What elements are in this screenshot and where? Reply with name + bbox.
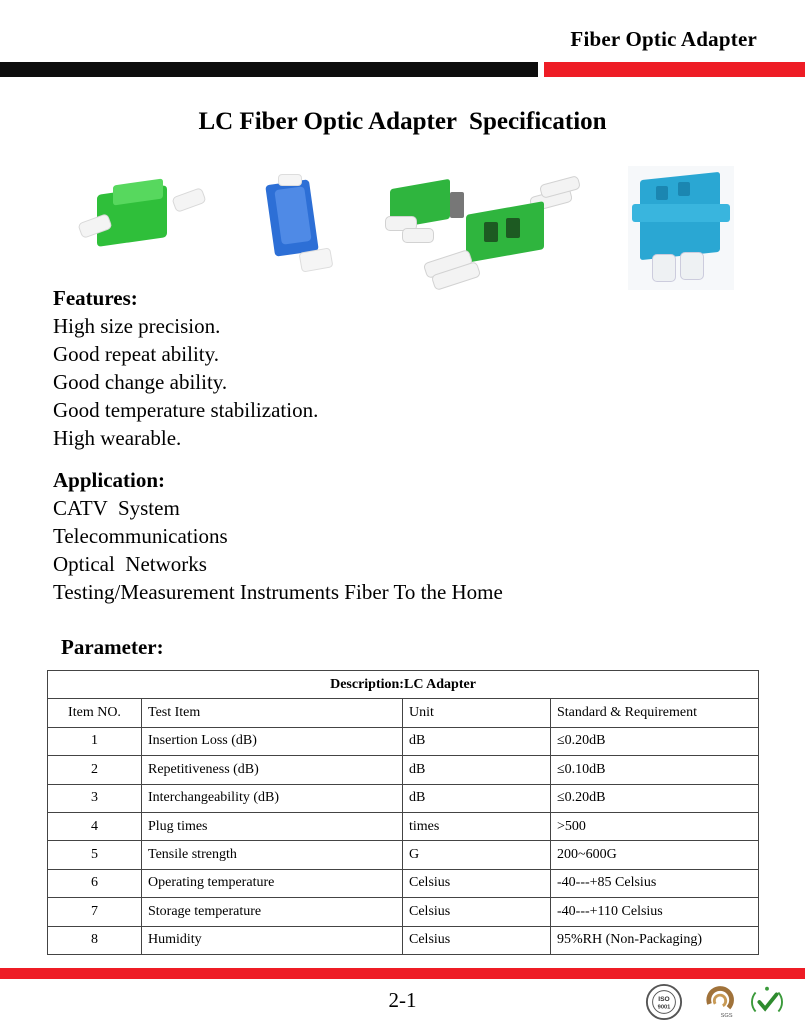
- document-title: LC Fiber Optic Adapter Specification: [198, 108, 607, 135]
- table-cell: times: [403, 812, 551, 840]
- header-title: Fiber Optic Adapter: [570, 27, 757, 51]
- table-cell: Storage temperature: [142, 898, 403, 926]
- table-cell: Celsius: [403, 898, 551, 926]
- table-cell: Insertion Loss (dB): [142, 727, 403, 755]
- description-value: LC Adapter: [403, 676, 476, 692]
- table-cell: ≤0.20dB: [551, 784, 759, 812]
- table-cell: Humidity: [142, 926, 403, 954]
- table-cell: 7: [48, 898, 142, 926]
- feature-item: High wearable.: [53, 426, 182, 450]
- table-cell: Tensile strength: [142, 841, 403, 869]
- svg-text:SGS: SGS: [720, 1013, 733, 1020]
- table-cell: G: [403, 841, 551, 869]
- parameter-table: [47, 670, 759, 955]
- table-header-row: [48, 699, 759, 727]
- application-item: Optical Networks: [53, 552, 207, 576]
- application-item: CATV System: [53, 496, 180, 520]
- column-header: Unit: [403, 699, 551, 727]
- table-cell: dB: [403, 756, 551, 784]
- table-row: [48, 727, 759, 755]
- footer-bar-red: [0, 968, 805, 979]
- table-cell: 3: [48, 784, 142, 812]
- column-header: Standard & Requirement: [551, 699, 759, 727]
- header-bar-black: [0, 62, 538, 77]
- table-cell: ≤0.10dB: [551, 756, 759, 784]
- features-heading: Features:: [53, 286, 138, 310]
- feature-item: High size precision.: [53, 314, 221, 338]
- header-bar-red: [544, 62, 805, 77]
- certificate-check-logo-icon: [748, 983, 786, 1021]
- table-cell: 4: [48, 812, 142, 840]
- table-description-row: [48, 671, 759, 699]
- table-cell: Plug times: [142, 812, 403, 840]
- table-cell: 8: [48, 926, 142, 954]
- application-item: Testing/Measurement Instruments Fiber To the Home: [53, 580, 503, 604]
- table-cell: Interchangeability (dB): [142, 784, 403, 812]
- table-cell: 1: [48, 727, 142, 755]
- table-row: [48, 756, 759, 784]
- table-cell: -40---+85 Celsius: [551, 869, 759, 897]
- product-photo-blue-simplex: [256, 170, 341, 278]
- features-section: [53, 284, 318, 452]
- svg-text:9001: 9001: [657, 1004, 671, 1011]
- table-cell: 6: [48, 869, 142, 897]
- table-cell: Operating temperature: [142, 869, 403, 897]
- table-cell: dB: [403, 784, 551, 812]
- feature-item: Good change ability.: [53, 370, 228, 394]
- description-label: Description:: [330, 676, 404, 692]
- table-cell: >500: [551, 812, 759, 840]
- table-cell: 200~600G: [551, 841, 759, 869]
- page-number: 2-1: [388, 988, 417, 1012]
- table-row: [48, 841, 759, 869]
- table-cell: dB: [403, 727, 551, 755]
- application-item: Telecommunications: [53, 524, 228, 548]
- table-cell: 95%RH (Non-Packaging): [551, 926, 759, 954]
- table-row: [48, 784, 759, 812]
- application-section: [53, 466, 503, 606]
- parameter-heading: Parameter:: [61, 635, 164, 659]
- svg-text:ISO: ISO: [658, 996, 670, 1004]
- product-photo-blue-duplex: [628, 166, 734, 290]
- sgs-logo-icon: [700, 983, 738, 1021]
- feature-item: Good repeat ability.: [53, 342, 220, 366]
- table-cell: 2: [48, 756, 142, 784]
- table-cell: Celsius: [403, 926, 551, 954]
- table-cell: -40---+110 Celsius: [551, 898, 759, 926]
- table-cell: Repetitiveness (dB): [142, 756, 403, 784]
- product-photo-green-duplex-pair: [380, 172, 580, 284]
- table-row: [48, 869, 759, 897]
- table-row: [48, 812, 759, 840]
- table-cell: ≤0.20dB: [551, 727, 759, 755]
- table-row: [48, 898, 759, 926]
- column-header: Test Item: [142, 699, 403, 727]
- table-row: [48, 926, 759, 954]
- application-heading: Application:: [53, 468, 166, 492]
- column-header: Item NO.: [48, 699, 142, 727]
- feature-item: Good temperature stabilization.: [53, 398, 319, 422]
- iso-9001-logo-icon: [645, 983, 683, 1021]
- table-cell: 5: [48, 841, 142, 869]
- table-cell: Celsius: [403, 869, 551, 897]
- product-photo-green-simplex: [75, 170, 210, 265]
